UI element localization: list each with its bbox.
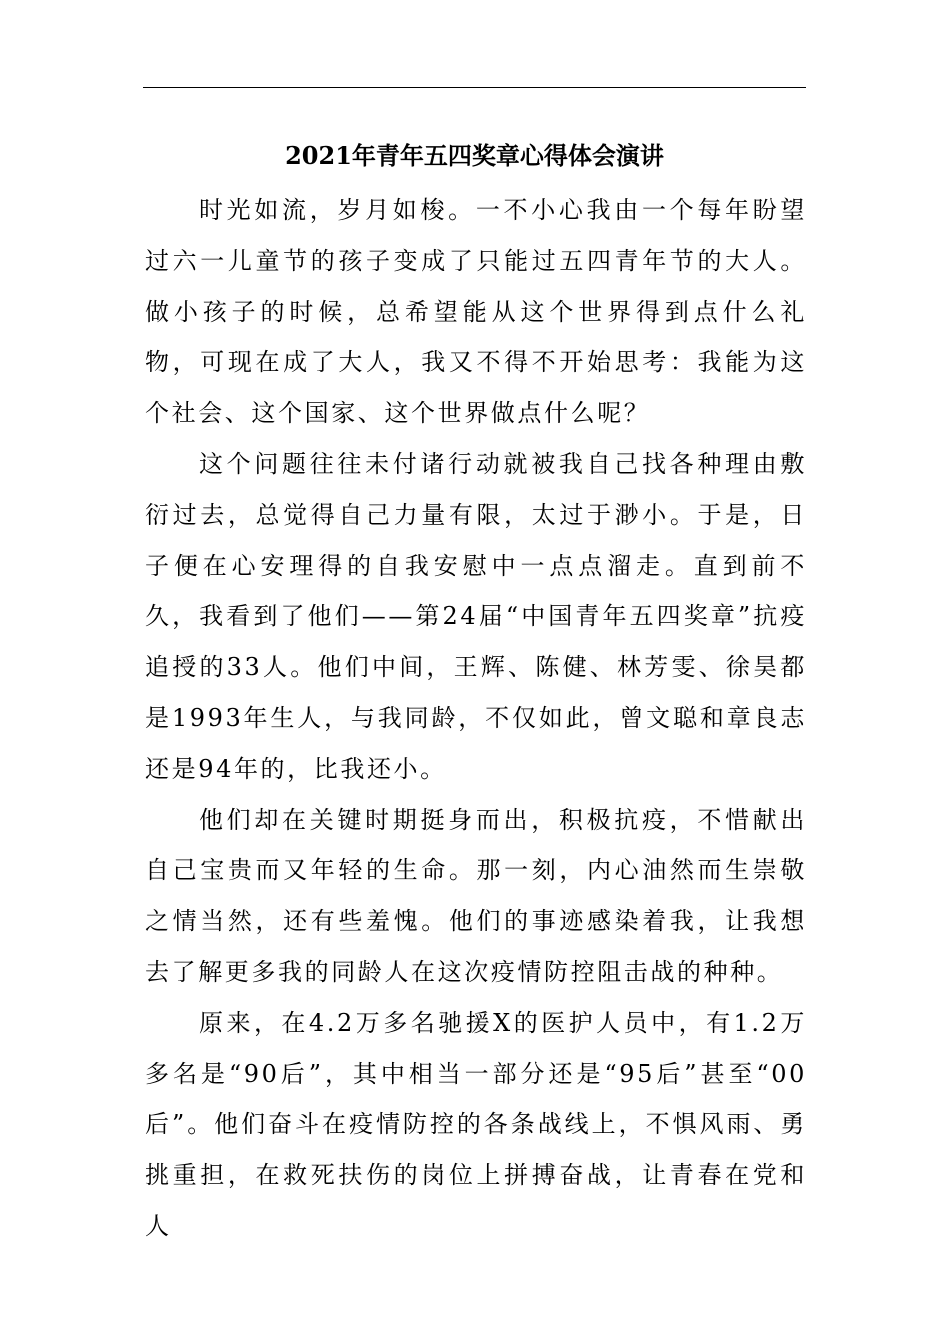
header-rule (143, 87, 806, 88)
paragraph-2: 这个问题往往未付诸行动就被我自己找各种理由敷衍过去，总觉得自己力量有限，太过于渺小。于是，日子便在心安理得的自我安慰中一点点溜走。直到前不久，我看到了他们——第24届“中国青年五四奖章”抗疫追授的33人。他们中间，王辉、陈健、林芳雯、徐昊都是1993年生人，与我同龄，不仅如此，曾文聪和章良志还是94年的，比我还小。 (145, 449, 807, 783)
document-body (145, 185, 807, 1252)
document-title: 2021年青年五四奖章心得体会演讲 (285, 141, 664, 170)
paragraph-3: 他们却在关键时期挺身而出，积极抗疫，不惜献出自己宝贵而又年轻的生命。那一刻，内心油然而生崇敬之情当然，还有些羞愧。他们的事迹感染着我，让我想去了解更多我的同龄人在这次疫情防控阻击战的种种。 (145, 805, 807, 986)
paragraph-1: 时光如流，岁月如梭。一不小心我由一个每年盼望过六一儿童节的孩子变成了只能过五四青年节的大人。做小孩子的时候，总希望能从这个世界得到点什么礼物，可现在成了大人，我又不得不开始思考：我能为这个社会、这个国家、这个世界做点什么呢？ (145, 196, 807, 428)
paragraph-4: 原来，在4.2万多名驰援X的医护人员中，有1.2万多名是“90后”，其中相当一部分还是“95后”甚至“00后”。他们奋斗在疫情防控的各条战线上，不惧风雨、勇挑重担，在救死扶伤的岗位上拼搏奋战，让青春在党和人 (145, 1008, 807, 1240)
